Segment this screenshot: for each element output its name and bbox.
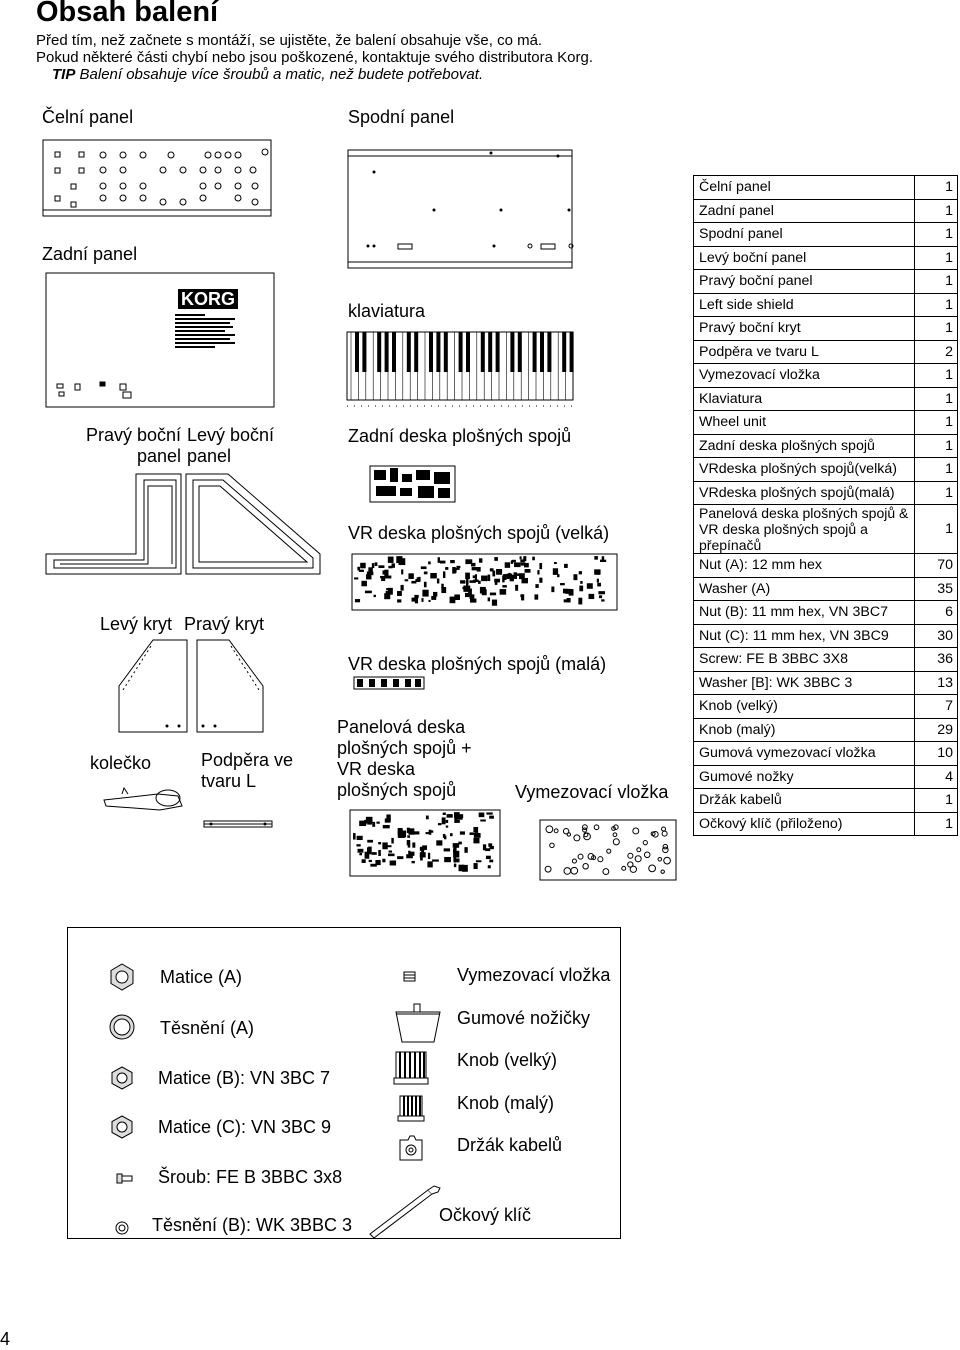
knob-large-icon	[394, 1048, 430, 1086]
page-number: 4	[0, 1329, 11, 1349]
hw-screw: Šroub: FE B 3BBC 3x8	[158, 1167, 343, 1187]
part-name: Zadní deska plošných spojů	[694, 434, 915, 458]
wrench-icon	[362, 1182, 442, 1242]
page-title: Obsah balení	[36, 0, 219, 28]
wheel-drawing	[100, 780, 190, 820]
part-qty: 70	[915, 554, 958, 578]
parts-table-row	[694, 293, 958, 317]
part-name: Nut (A): 12 mm hex	[694, 554, 915, 578]
part-qty: 7	[915, 695, 958, 719]
parts-table	[693, 175, 958, 836]
part-name: Nut (C): 11 mm hex, VN 3BC9	[694, 624, 915, 648]
part-qty: 1	[915, 481, 958, 505]
hw-washer-b: Těsnění (B): WK 3BBC 3	[152, 1215, 353, 1235]
part-name: Gumové nožky	[694, 765, 915, 789]
vr-pcb-large-drawing	[350, 552, 620, 614]
right-side-panel-drawing	[44, 466, 184, 576]
part-qty: 1	[915, 812, 958, 836]
label-right-side-panel: Pravý boční panel	[85, 425, 181, 466]
part-qty: 1	[915, 458, 958, 482]
part-name: Panelová deska plošných spojů & VR deska plošných spojů a přepínačů	[694, 505, 915, 554]
parts-table-row	[694, 270, 958, 294]
part-qty: 1	[915, 270, 958, 294]
parts-table-row	[694, 554, 958, 578]
screw-icon	[116, 1172, 136, 1186]
vr-pcb-small-drawing	[353, 676, 428, 696]
tip-text: Balení obsahuje více šroubů a matic, než budete potřebovat.	[75, 66, 484, 83]
label-rear-panel: Zadní panel	[42, 244, 138, 264]
part-name: Pravý boční kryt	[694, 317, 915, 341]
part-qty: 30	[915, 624, 958, 648]
spacer-icon	[402, 970, 418, 984]
part-name: Screw: FE B 3BBC 3X8	[694, 648, 915, 672]
rear-panel-drawing	[45, 272, 277, 412]
parts-table-row	[694, 434, 958, 458]
part-qty: 1	[915, 246, 958, 270]
label-l-bracket: Podpěra ve tvaru L	[201, 750, 294, 791]
label-rear-pcb: Zadní deska plošných spojů	[348, 426, 572, 446]
part-qty: 4	[915, 765, 958, 789]
part-name: Spodní panel	[694, 223, 915, 247]
part-name: Očkový klíč (přiloženo)	[694, 812, 915, 836]
intro-text	[36, 32, 593, 83]
part-qty: 1	[915, 387, 958, 411]
parts-table-row	[694, 742, 958, 766]
label-bottom-panel: Spodní panel	[348, 107, 455, 127]
part-name: Držák kabelů	[694, 789, 915, 813]
part-qty: 2	[915, 340, 958, 364]
parts-table-row	[694, 718, 958, 742]
hw-spacer: Vymezovací vložka	[457, 965, 611, 985]
parts-table-row	[694, 695, 958, 719]
part-name: Knob (velký)	[694, 695, 915, 719]
parts-table-row	[694, 648, 958, 672]
front-panel-drawing	[43, 140, 273, 220]
spacer-drawing	[538, 818, 678, 883]
hw-nut-b: Matice (B): VN 3BC 7	[158, 1068, 331, 1088]
intro-line-2: Pokud některé části chybí nebo jsou poškozené, kontaktuje svého distributora Korg.	[36, 49, 593, 66]
label-right-cover: Pravý kryt	[184, 614, 265, 634]
part-qty: 35	[915, 577, 958, 601]
washer-a-icon	[108, 1013, 138, 1043]
right-cover-drawing	[193, 638, 268, 738]
part-qty: 10	[915, 742, 958, 766]
label-left-cover: Levý kryt	[100, 614, 173, 634]
part-qty: 13	[915, 671, 958, 695]
intro-line-1: Před tím, než začnete s montáží, se ujistěte, že balení obsahuje vše, co má.	[36, 32, 543, 49]
part-qty: 1	[915, 434, 958, 458]
part-name: Knob (malý)	[694, 718, 915, 742]
part-name: Gumová vymezovací vložka	[694, 742, 915, 766]
parts-table-row	[694, 505, 958, 554]
part-name: Podpěra ve tvaru L	[694, 340, 915, 364]
rubber-foot-icon	[394, 1002, 444, 1047]
part-qty: 1	[915, 411, 958, 435]
parts-table-row	[694, 671, 958, 695]
parts-table-row	[694, 765, 958, 789]
part-qty: 1	[915, 505, 958, 554]
label-left-side-panel: Levý boční panel	[187, 425, 275, 466]
parts-table-row	[694, 317, 958, 341]
label-front-panel: Čelní panel	[42, 107, 134, 127]
part-name: Washer (A)	[694, 577, 915, 601]
parts-table-row	[694, 340, 958, 364]
part-name: Vymezovací vložka	[694, 364, 915, 388]
parts-table-row	[694, 601, 958, 625]
part-name: VRdeska plošných spojů(malá)	[694, 481, 915, 505]
parts-table-row	[694, 624, 958, 648]
label-keyboard: klaviatura	[348, 301, 426, 321]
part-qty: 1	[915, 199, 958, 223]
part-name: Klaviatura	[694, 387, 915, 411]
parts-table-row	[694, 481, 958, 505]
intro-tip	[36, 66, 593, 83]
part-name: VRdeska plošných spojů(velká)	[694, 458, 915, 482]
korg-logo: KORG	[181, 289, 235, 309]
part-qty: 1	[915, 293, 958, 317]
hw-nut-c: Matice (C): VN 3BC 9	[158, 1117, 332, 1137]
part-name: Wheel unit	[694, 411, 915, 435]
parts-table-row	[694, 199, 958, 223]
label-wheel: kolečko	[90, 753, 152, 773]
left-cover-drawing	[115, 638, 190, 738]
parts-table-row	[694, 364, 958, 388]
parts-table-row	[694, 577, 958, 601]
hw-wrench: Očkový klíč	[439, 1205, 532, 1225]
part-qty: 1	[915, 789, 958, 813]
label-vr-pcb-small: VR deska plošných spojů (malá)	[348, 654, 607, 674]
panel-pcb-drawing	[348, 808, 503, 880]
parts-table-row	[694, 458, 958, 482]
hw-cable-holder: Držák kabelů	[457, 1135, 563, 1155]
washer-b-icon	[114, 1220, 130, 1236]
label-vr-pcb-large: VR deska plošných spojů (velká)	[348, 523, 610, 543]
part-qty: 36	[915, 648, 958, 672]
parts-table-row	[694, 387, 958, 411]
part-name: Nut (B): 11 mm hex, VN 3BC7	[694, 601, 915, 625]
part-qty: 1	[915, 176, 958, 200]
part-name: Left side shield	[694, 293, 915, 317]
left-side-panel-drawing	[183, 466, 323, 576]
parts-table-row	[694, 246, 958, 270]
parts-table-row	[694, 223, 958, 247]
part-qty: 1	[915, 223, 958, 247]
part-name: Zadní panel	[694, 199, 915, 223]
part-name: Pravý boční panel	[694, 270, 915, 294]
nut-c-icon	[110, 1115, 136, 1141]
part-qty: 29	[915, 718, 958, 742]
part-name: Washer [B]: WK 3BBC 3	[694, 671, 915, 695]
part-qty: 6	[915, 601, 958, 625]
label-panel-pcb: Panelová deska plošných spojů + VR deska plošných spojů	[337, 717, 472, 800]
part-qty: 1	[915, 317, 958, 341]
bottom-panel-drawing	[346, 148, 576, 273]
hw-nut-a: Matice (A)	[160, 967, 243, 987]
label-spacer: Vymezovací vložka	[515, 782, 669, 802]
part-qty: 1	[915, 364, 958, 388]
hw-washer-a: Těsnění (A)	[160, 1018, 255, 1038]
hw-rubber-feet: Gumové nožičky	[457, 1008, 591, 1028]
parts-table-row	[694, 176, 958, 200]
hw-knob-large: Knob (velký)	[457, 1050, 558, 1070]
rear-pcb-drawing	[368, 458, 458, 508]
part-name: Čelní panel	[694, 176, 915, 200]
knob-small-icon	[397, 1092, 427, 1124]
hw-knob-small: Knob (malý)	[457, 1093, 555, 1113]
nut-b-icon	[110, 1066, 136, 1092]
parts-table-row	[694, 789, 958, 813]
l-bracket-drawing	[203, 820, 275, 830]
parts-table-row	[694, 812, 958, 836]
tip-label: TIP	[52, 66, 76, 83]
part-name: Levý boční panel	[694, 246, 915, 270]
keyboard-drawing	[345, 330, 575, 410]
parts-table-row	[694, 411, 958, 435]
cable-holder-icon	[396, 1134, 426, 1164]
nut-a-icon	[107, 962, 137, 992]
